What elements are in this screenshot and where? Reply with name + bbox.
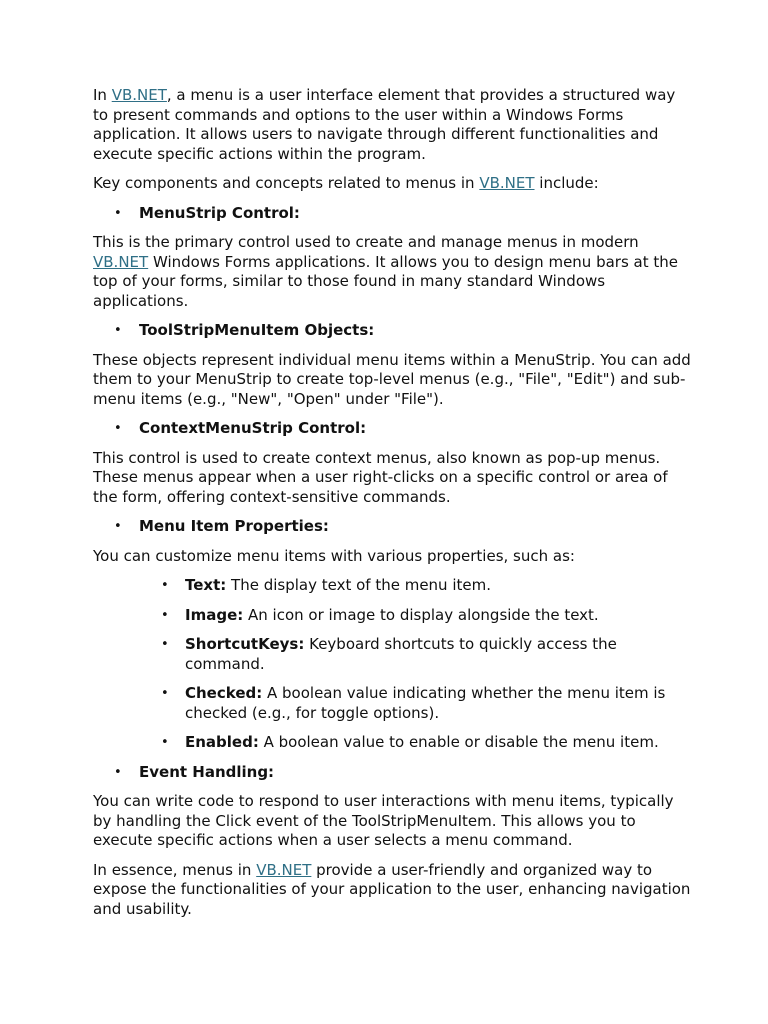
bullet-heading: Menu Item Properties:: [139, 517, 329, 535]
bullet-list: [93, 321, 693, 341]
property-description: An icon or image to display alongside the text.: [243, 605, 599, 624]
bullet-item-properties: [93, 517, 693, 537]
intro-text-end: , a menu is a user interface element that provides a structured way to present commands and options to the user within a Windows Forms application. It allows users to navigate through different functionalities and execute specific actions within the program.: [93, 86, 676, 163]
components-intro-start: Key components and concepts related to menus in: [93, 174, 480, 192]
property-description: Keyboard shortcuts to quickly access the command.: [185, 635, 617, 673]
property-term: Checked:: [185, 684, 263, 702]
property-term: Text:: [185, 576, 227, 594]
bullet-item-toolstrip: [93, 321, 693, 341]
vbnet-link[interactable]: VB.NET: [93, 252, 149, 271]
conclusion-text-end: provide a user-friendly and organized way to expose the functionalities of your application to the user, enhancing navigation and usability.: [93, 860, 691, 918]
menustrip-text-start: This is the primary control used to create and manage menus in modern: [93, 233, 639, 251]
properties-paragraph: You can customize menu items with various properties, such as:: [93, 546, 575, 565]
intro-text-start: In: [93, 86, 112, 104]
contextmenu-paragraph: This control is used to create context menus, also known as pop-up menus. These menus appear when a user right-clicks on a specific control or area of the form, offering context-sensitive commands.: [93, 448, 668, 506]
property-term: ShortcutKeys:: [185, 635, 305, 653]
conclusion-text-start: In essence, menus in: [93, 860, 257, 879]
property-item-enabled: [93, 733, 695, 753]
document-body: [93, 86, 693, 929]
property-item-text: [93, 576, 695, 596]
components-intro-end: include:: [534, 174, 599, 192]
bullet-item-menustrip: [93, 204, 693, 224]
bullet-heading: ContextMenuStrip Control:: [139, 419, 367, 437]
property-description: The display text of the menu item.: [226, 576, 491, 594]
bullet-heading: Event Handling:: [139, 762, 275, 781]
property-item-shortcutkeys: [93, 635, 695, 674]
property-description: A boolean value to enable or disable the menu item.: [258, 733, 659, 751]
property-item-image: [93, 606, 695, 626]
bullet-list: [93, 204, 693, 224]
vbnet-link[interactable]: VB.NET: [111, 86, 167, 104]
bullet-list: [93, 517, 693, 537]
bullet-heading: MenuStrip Control:: [139, 203, 300, 222]
intro-paragraph: [93, 86, 693, 164]
vbnet-link[interactable]: VB.NET: [256, 860, 312, 879]
property-item-checked: [93, 684, 695, 723]
bullet-list: [93, 419, 693, 439]
bullet-list: [93, 763, 693, 783]
bullet-item-contextmenu: [93, 419, 693, 439]
bullet-item-events: [93, 763, 693, 783]
properties-sublist: [93, 576, 693, 753]
menustrip-paragraph: [93, 233, 693, 311]
property-term: Image:: [185, 605, 244, 624]
toolstrip-paragraph: These objects represent individual menu items within a MenuStrip. You can add them to your MenuStrip to create top-level menus (e.g., "File", "Edit") and sub-menu items (e.g., "New", "Open" under "File").: [93, 350, 691, 408]
property-term: Enabled:: [185, 733, 259, 751]
vbnet-link[interactable]: VB.NET: [479, 174, 535, 192]
events-paragraph: You can write code to respond to user interactions with menu items, typically by handling the Click event of the ToolStripMenuItem. This allows you to execute specific actions when a user selects a menu command.: [93, 792, 674, 849]
bullet-heading: ToolStripMenuItem Objects:: [139, 321, 375, 339]
components-intro-paragraph: [93, 174, 693, 194]
conclusion-paragraph: [93, 861, 693, 920]
property-description: A boolean value indicating whether the menu item is checked (e.g., for toggle options).: [185, 684, 666, 722]
menustrip-text-end: Windows Forms applications. It allows you to design menu bars at the top of your forms, similar to those found in many standard Windows applications.: [93, 252, 678, 310]
